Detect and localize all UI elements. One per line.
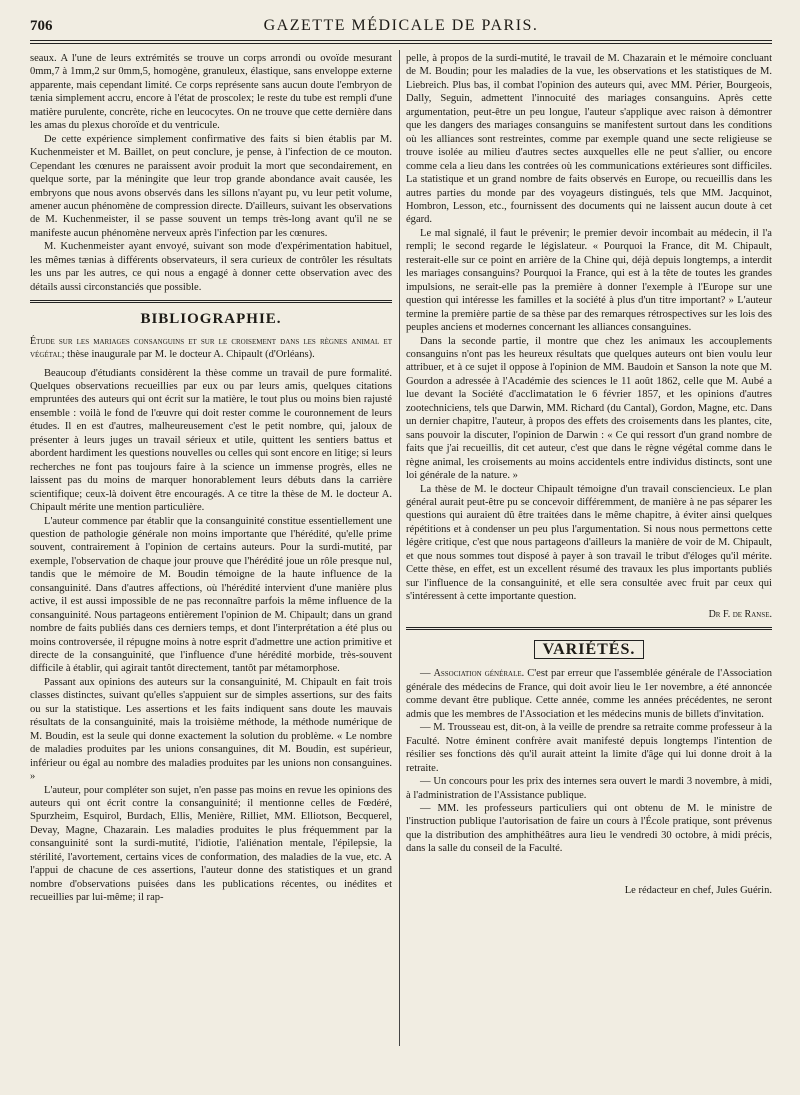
right-column [406,52,772,897]
left-column [30,52,392,905]
section-heading-text: VARIÉTÉS. [534,640,645,659]
bibliography-entry [30,335,392,362]
book-title: Étude sur les mariages consanguins et sur le croisement dans les règnes animal et végétal; [30,335,392,361]
page-number: 706 [30,18,53,34]
section-rule [30,300,392,303]
header-rule-2 [30,43,772,44]
header-rule [30,40,772,41]
paragraph: M. Kuchenmeister ayant envoyé, suivant son mode d'expérimentation habituel, les mêmes tænias à différents observateurs, il sera curieux de contrôler les résultats les uns par les autres, ce qui nous a engagé à donner cette observation avec des détails aussi circonstanciés que possible. [30,241,392,293]
section-heading-varietes [406,640,772,659]
news-lead: Association générale. [433,668,525,680]
column-divider [399,50,400,1046]
paragraph: Dans la seconde partie, il montre que chez les animaux les accouplements consanguins n'ont pas les heureux résultats que quelques auteurs ont bien voulu leur attribuer, et à ce sujet il oppose à l'opinion de MM. Baudoin et Sanson la note que M. Gourdon a adressée à l'Académie des sciences le 11 août 1862, celle que M. Aubé a lue devant la Société d'acclimatation le 6 février 1857, et les opinions d'autres zootechniciens, tels que Darwin, MM. Richard (du Cantal), Gordon, Magne, etc. Dans un dernier chapitre, l'auteur, à propos des effets des croisements dans les plantes, cite, sans pouvoir la discuter, l'opinion de Darwin : « Ce qui ressort d'un grand nombre de faits que j'ai recueillis, dit cet auteur, c'est que dans le règne végétal comme dans le règne animal, les croisements au moins accidentels entre individus distincts, sont une loi générale de la nature. » [406,335,772,482]
news-text: C'est par erreur que l'assemblée générale de l'Association générale des médecins de France, qui doit avoir lieu le 1er novembre, a été annoncée comme devant être publique. Cette année, comme les années précédentes, ne seront admis que les membres de l'Association et les médecins munis de billets d'invitation. [406,668,772,720]
news-item: — Association générale. C'est par erreur que l'assemblée générale de l'Association générale des médecins de France, qui doit avoir lieu le 1er novembre, a été annoncée comme devant être publique. Cette année, comme les années précédentes, ne seront admis que les membres de l'Association et les médecins munis de billets d'invitation. [406,668,772,720]
page-header [30,14,772,38]
editor-signature: Le rédacteur en chef, Jules Guérin. [624,884,772,896]
news-item: — M. Trousseau est, dit-on, à la veille de prendre sa retraite comme professeur à la Faculté. Notre éminent confrère avait manifesté depuis longtemps l'intention de résilier ses fonctions dès qu'il aurait atteint la limite d'âge qui lui donne droit à la retraite. [406,722,772,774]
paragraph: La thèse de M. le docteur Chipault témoigne d'un travail consciencieux. Le plan général aurait peut-être pu se concevoir différemment, de manière à ne pas séparer les questions qui auraient dû être traitées dans le même chapitre, à éviter ainsi quelques répétitions et à condenser un peu plus l'argumentation. Si nous nous permettons cette légère critique, c'est que nous partageons d'ailleurs la manière de voir de M. Chipault, et que nous sommes tout disposé à payer à son travail le tribut d'éloges qu'il mérite. Cette thèse, en effet, est un excellent résumé des travaux les plus importants publiés sur l'influence de la consanguinité, et elle sera consultée avec fruit par ceux qui s'intéressent à cette importante question. [406,483,772,603]
paragraph: Passant aux opinions des auteurs sur la consanguinité, M. Chipault en fait trois classes distinctes, suivant qu'elles s'appuient sur de simples assertions, sur des faits ou sur la statistique. Les assertions et les faits indiquent sans doute les mauvais résultats de la consanguinité, mais la troisième méthode, la méthode numérique de M. Boudin, est la seule qui donne exactement la solution du problème. « Le nombre de maladies produites par les unions consanguines, dit M. Boudin, est supérieur, inférieur ou égal au nombre des maladies produites par les unions non consanguines. » [30,676,392,783]
paragraph: L'auteur, pour compléter son sujet, n'en passe pas moins en revue les opinions des auteurs qui ont écrit contre la consanguinité; il mentionne celles de Fœdéré, Spurzheim, Esquirol, Burdach, Ellis, Menière, Rilliet, MM. Elliotson, Becquerel, Devay, Magne, Chazarain. Les maladies produites le plus fréquemment par la consanguinité sont la surdi-mutité, l'idiotie, l'aliénation mentale, l'épilepsie, la stérilité, l'avortement, certains vices de conformation, des maladies de la vue, etc. A l'appui de chacune de ces assertions, l'auteur donne des statistiques et un grand nombre d'observations puisées dans les publications récentes, ou inédites et recueillies par lui-même; il rap- [30,784,392,904]
review-signature: Dr F. de Ranse. [708,608,772,620]
news-item: — Un concours pour les prix des internes sera ouvert le mardi 3 novembre, à midi, à l'administration de l'Assistance publique. [406,776,772,801]
book-details: thèse inaugurale par M. le docteur A. Chipault (d'Orléans). [67,349,315,361]
paragraph: Le mal signalé, il faut le prévenir; le premier devoir incombait au médecin, il l'a rempli; le second regarde le législateur. « Pourquoi la France, dit M. Chipault, resterait-elle sur ce point en arrière de la Chine qui, déjà depuis longtemps, a interdit les mariages consanguins? Pourquoi la France, qui est à la tête de toutes les grandes impulsions, ne serait-elle pas la première à donner l'exemple à l'Europe sur une question qui intéresse les familles et la société à plus d'un titre important? » L'auteur termine la première partie de sa thèse par des remarques rétrospectives sur les lois des peuples anciens et modernes concernant les alliances consanguines. [406,227,772,334]
paragraph: L'auteur commence par établir que la consanguinité constitue essentiellement une question de pathologie générale non moins importante que l'hérédité, qu'elle prime souvent, contrairement à l'opinion de certains auteurs. Pour la surdi-mutité, par exemple, l'observation de chaque jour prouve que l'hérédité joue un rôle presque nul, tandis que le mémoire de M. Boudin témoigne de la haute influence de la consanguinité. Dans d'autres affections, où l'hérédité intervient d'une manière plus active, il est aussi impossible de ne pas reconnaître parfois la même influence de la consanguinité. Nous partageons entièrement l'opinion de M. Chipault; dans un grand nombre de faits publiés dans ces derniers temps, et dont l'interprétation a été plus ou moins controversée, il répugne moins à notre esprit d'admettre une action primitive et directe de la consanguinité, que l'influence d'une hérédité morbide, très-souvent difficile à établir, qui agirait tantôt directement, tantôt par métamorphose. [30,515,392,675]
paragraph: pelle, à propos de la surdi-mutité, le travail de M. Chazarain et le mémoire concluant de M. Boudin; pour les maladies de la vue, les observations et les statistiques de M. Liebreich. Plus bas, il combat l'opinion des auteurs qui, avec MM. Périer, Bourgeois, Dally, Seguin, admettent l'innocuité des mariages consanguins. Après cette argumentation, peut-être un peu longue, l'auteur s'applique avec raison à démontrer que les dangers des mariages consanguins se manifestent surtout dans les conditions où les alliances sont restreintes, comme par exemple quand une secte religieuse se trouve isolée au milieu d'autres sectes auxquelles elle ne peut s'allier, ou encore comme cela a lieu dans les contrées où les communications extérieures sont difficiles. La statistique et un grand nombre de faits observés en Europe, ou recueillis dans les autres parties du monde par des voyageurs distingués, tels que MM. Jacquinot, Hombron, Lesson, etc., fournissent des documents qui ne laissent aucun doute à cet égard. [406,53,772,226]
paragraph: De cette expérience simplement confirmative des faits si bien établis par M. Kuchenmeister et M. Baillet, on peut conclure, je pense, à l'infection de ce mouton. Cependant les cœnures ne paraissent avoir produit la mort que secondairement, en quelque sorte, par la méningite que leur trop grande abondance avait causée, les embryons que nous avons observés dans les sillons n'ayant pu, vu leur petit volume, amener aucun phénomène de compression directe. D'ailleurs, suivant les observations de M. Kuchenmeister, il se passe souvent un temps très-long avant qu'il ne se manifeste aucun phénomène nerveux après l'infection par les cœnures. [30,133,392,239]
paragraph: seaux. A l'une de leurs extrémités se trouve un corps arrondi ou ovoïde mesurant 0mm,7 à 1mm,2 sur 0mm,5, homogène, granuleux, élastique, sans enveloppe externe apparente, mais cependant limité. Ce corps représente sans aucun doute l'embryon de tænia simplement accru, encore à l'état de proscolex; le reste du tube est rempli d'une matière purulente, concrète, riche en leucocytes. On ne trouve que cette dernière dans les amas du plexus choroïde et du ventricule. [30,53,392,132]
section-rule [406,627,772,630]
paragraph: Beaucoup d'étudiants considèrent la thèse comme un travail de pure formalité. Quelques observations recueillies par eux ou par leurs amis, quelques citations empruntées des auteurs qui ont écrit sur la matière, le tout plus ou moins bien rajusté ensemble : voilà le fond de l'œuvre qui doit rester comme le couronnement de leurs études. Il en est d'autres, malheureusement c'est le petit nombre, qui, jaloux de présenter à leurs juges un travail sérieux et utile, quittent les sentiers battus et abordent hardiment les questions nouvelles ou celles qui sont encore en litige; si leurs recherches ne font pas toujours faire à la science un immense progrès, elles ne laissent pas du moins de marquer honorablement leurs débuts dans la carrière scientifique; ceux-là doivent être encouragés. A ce titre la thèse de M. le docteur A. Chipault mérite une mention particulière. [30,367,392,514]
news-item: — MM. les professeurs particuliers qui ont obtenu de M. le ministre de l'instruction publique l'autorisation de faire un cours à l'École pratique, sont prévenus que la distribution des amphithéâtres aura lieu le vendredi 30 octobre, à midi précis, dans la salle du conseil de la Faculté. [406,803,772,855]
journal-title: GAZETTE MÉDICALE DE PARIS. [263,17,539,34]
section-heading-bibliographie: BIBLIOGRAPHIE. [140,311,282,328]
